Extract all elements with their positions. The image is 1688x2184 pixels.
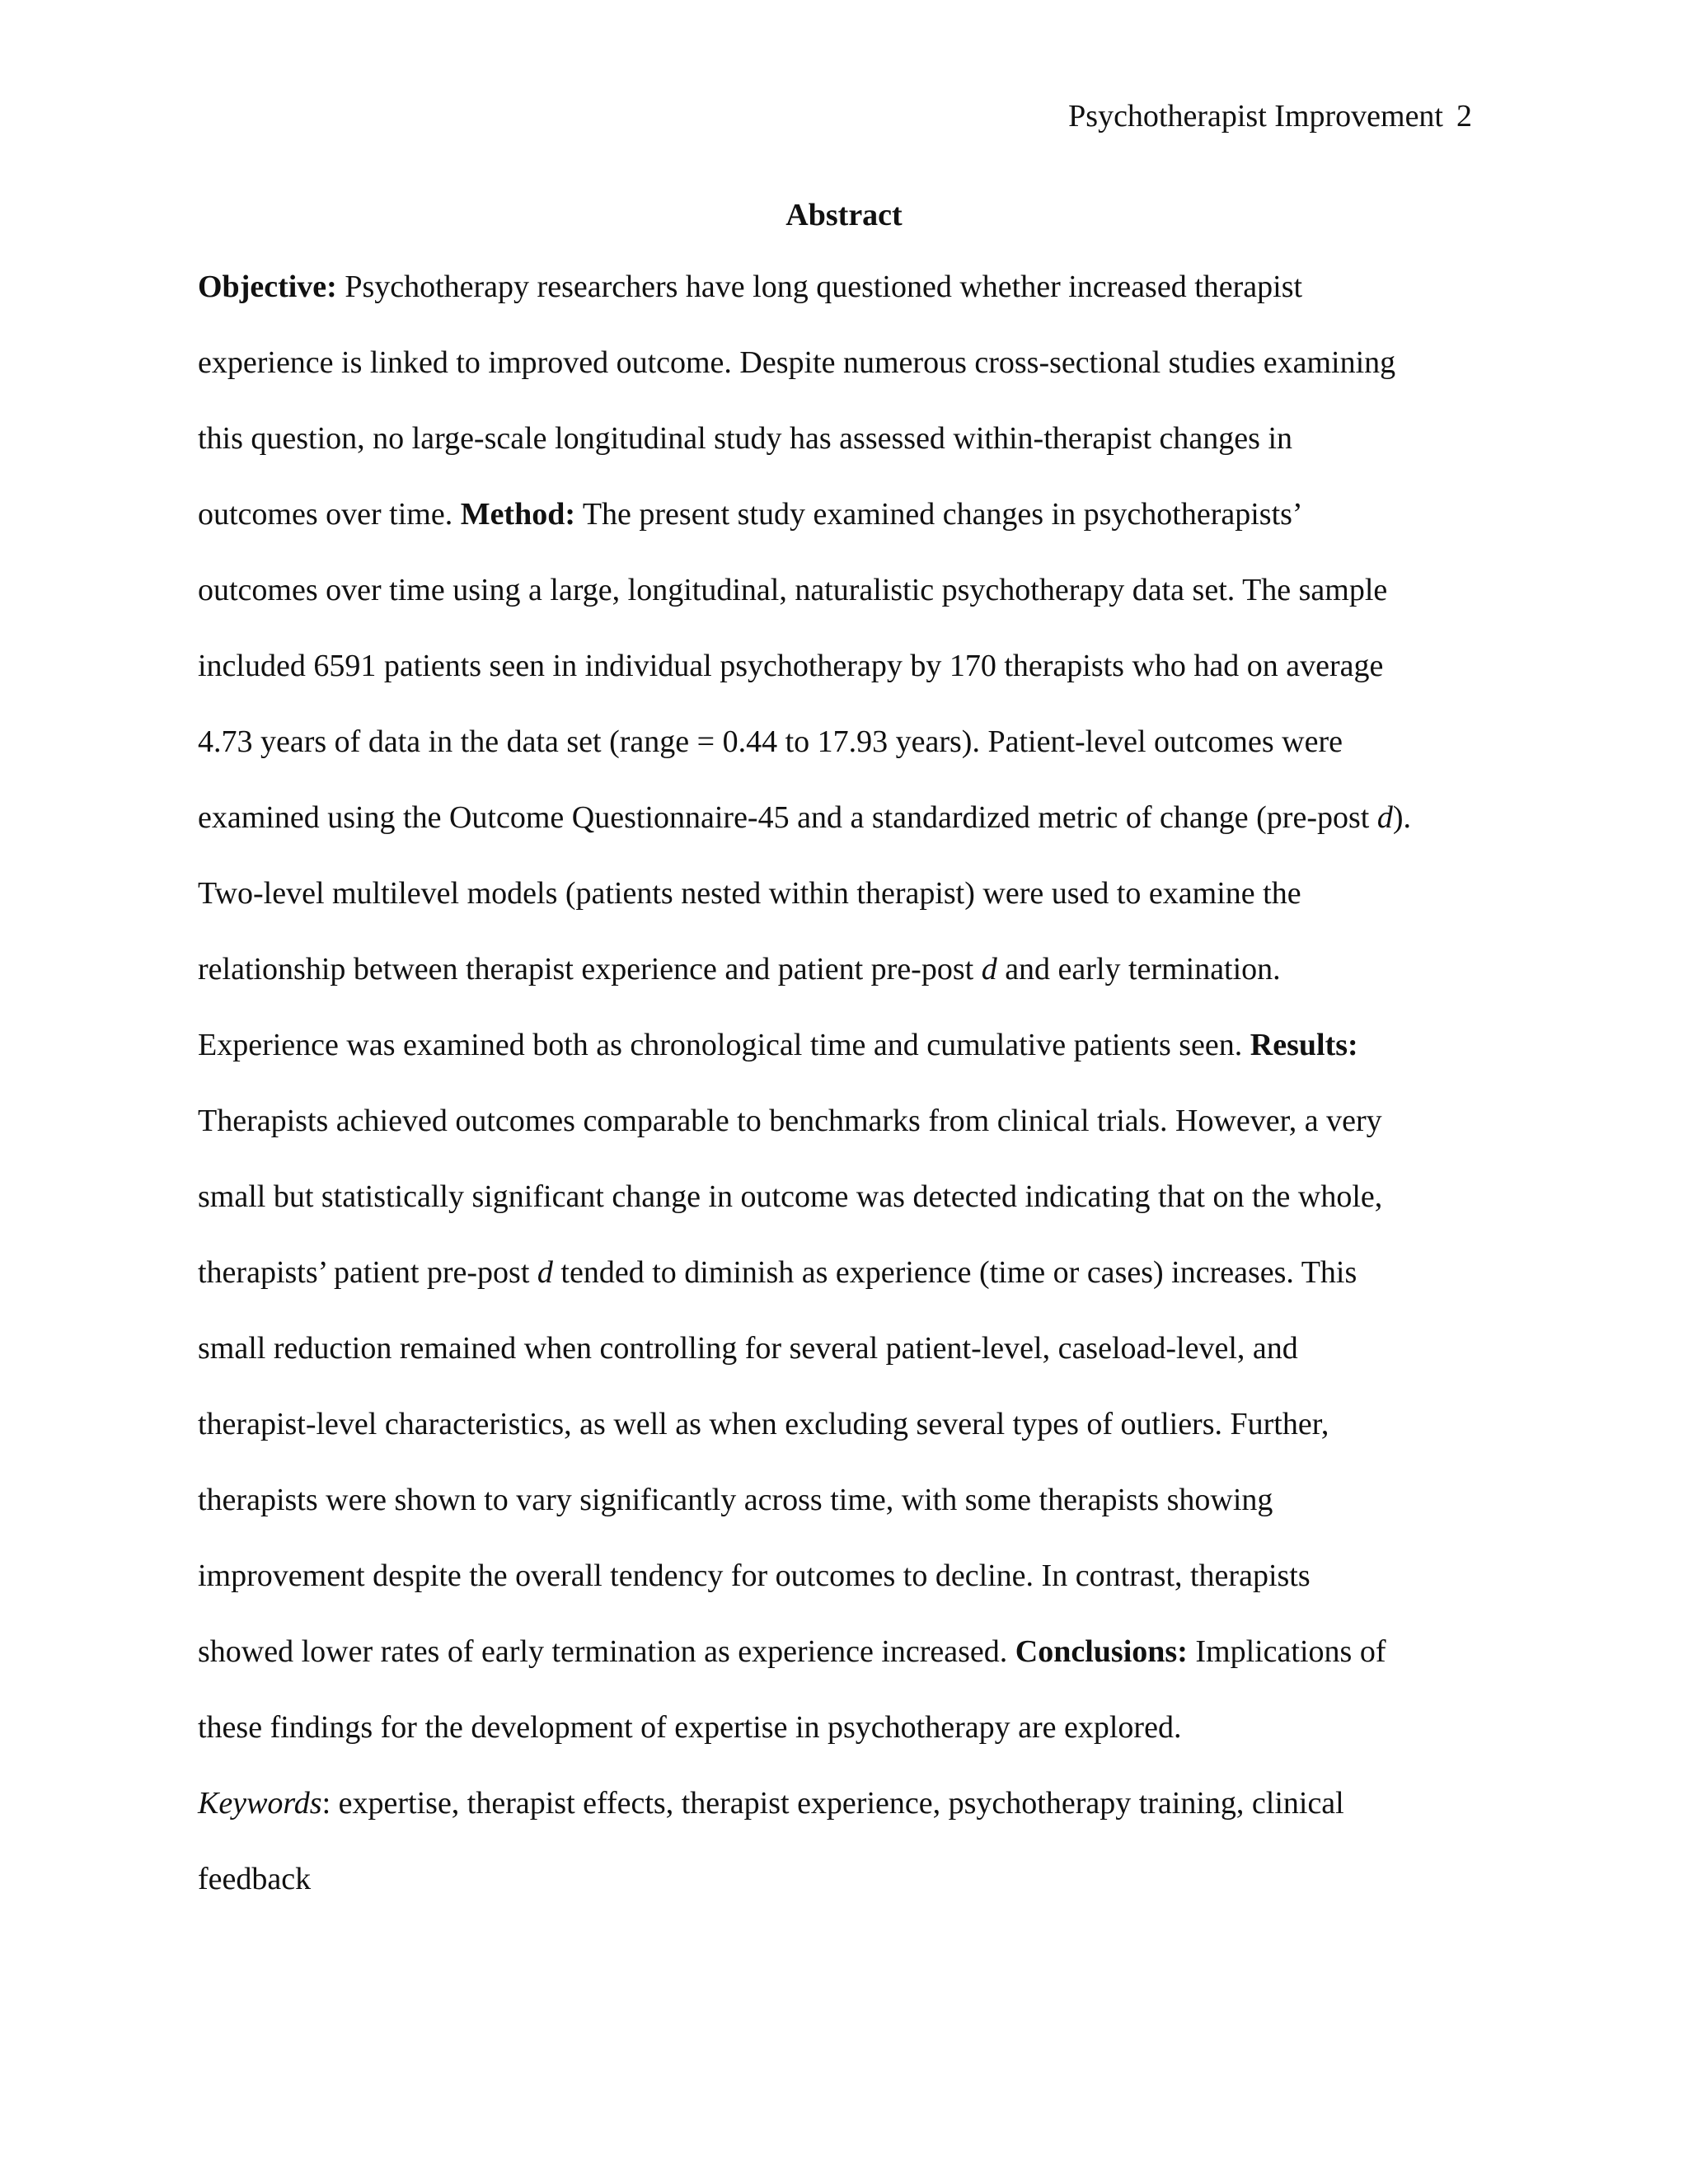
abstract-heading: Abstract xyxy=(785,198,903,232)
body-text: 4.73 years of data in the data set (range = 0.44 to 17.93 years). Patient-level outcomes were xyxy=(198,724,1343,759)
abstract-line xyxy=(198,495,1492,571)
italic-text: d xyxy=(1376,800,1393,835)
abstract-line xyxy=(198,723,1492,799)
running-head xyxy=(1068,97,1472,135)
section-label: Objective: xyxy=(198,269,337,304)
abstract-line xyxy=(198,647,1492,723)
body-text: and early termination. xyxy=(996,952,1281,987)
italic-text: d xyxy=(981,952,997,987)
body-text: this question, no large-scale longitudinal study has assessed within-therapist changes in xyxy=(198,421,1292,456)
section-label: Conclusions: xyxy=(1015,1634,1188,1669)
body-text: therapist-level characteristics, as well as when excluding several types of outliers. Further, xyxy=(198,1407,1329,1441)
body-text: examined using the Outcome Questionnaire-45 and a standardized metric of change (pre-post xyxy=(198,800,1377,835)
abstract-body xyxy=(198,268,1492,1936)
body-text: Therapists achieved outcomes comparable to benchmarks from clinical trials. However, a very xyxy=(198,1104,1382,1138)
abstract-line xyxy=(198,874,1492,950)
body-text: Two-level multilevel models (patients nested within therapist) were used to examine the xyxy=(198,876,1301,911)
abstract-line xyxy=(198,419,1492,495)
abstract-line xyxy=(198,950,1492,1026)
abstract-line xyxy=(198,1481,1492,1557)
abstract-line xyxy=(198,1329,1492,1405)
body-text: The present study examined changes in psychotherapists’ xyxy=(575,497,1303,532)
italic-text: Keywords xyxy=(198,1786,322,1821)
italic-text: d xyxy=(537,1255,553,1290)
abstract-line xyxy=(198,344,1492,419)
abstract-line xyxy=(198,1178,1492,1254)
abstract-line xyxy=(198,1557,1492,1633)
running-title: Psychotherapist Improvement xyxy=(1068,99,1443,134)
body-text: : expertise, therapist effects, therapist experience, psychotherapy training, clinical xyxy=(321,1786,1344,1821)
body-text: these findings for the development of expertise in psychotherapy are explored. xyxy=(198,1710,1182,1745)
body-text: therapists were shown to vary significantly across time, with some therapists showing xyxy=(198,1483,1273,1517)
section-label: Results: xyxy=(1250,1028,1358,1062)
body-text: showed lower rates of early termination as experience increased. xyxy=(198,1634,1015,1669)
body-text: small but statistically significant change in outcome was detected indicating that on the whole, xyxy=(198,1179,1383,1214)
abstract-line xyxy=(198,1405,1492,1481)
abstract-line xyxy=(198,1633,1492,1708)
abstract-line xyxy=(198,571,1492,647)
abstract-line xyxy=(198,1026,1492,1102)
abstract-line xyxy=(198,1254,1492,1329)
body-text: improvement despite the overall tendency for outcomes to decline. In contrast, therapists xyxy=(198,1558,1311,1593)
abstract-line xyxy=(198,1860,1492,1936)
body-text: outcomes over time using a large, longitudinal, naturalistic psychotherapy data set. The sample xyxy=(198,573,1388,607)
body-text: included 6591 patients seen in individual psychotherapy by 170 therapists who had on average xyxy=(198,649,1384,683)
body-text: Experience was examined both as chronological time and cumulative patients seen. xyxy=(198,1028,1250,1062)
body-text: Implications of xyxy=(1187,1634,1386,1669)
body-text: feedback xyxy=(198,1862,312,1896)
body-text: Psychotherapy researchers have long questioned whether increased therapist xyxy=(336,269,1303,304)
body-text: relationship between therapist experience and patient pre-post xyxy=(198,952,982,987)
abstract-line xyxy=(198,1784,1492,1860)
body-text: tended to diminish as experience (time or cases) increases. This xyxy=(552,1255,1357,1290)
page-number: 2 xyxy=(1456,99,1472,134)
body-text: ). xyxy=(1392,800,1411,835)
body-text: therapists’ patient pre-post xyxy=(198,1255,537,1290)
body-text: small reduction remained when controlling for several patient-level, caseload-level, and xyxy=(198,1331,1298,1366)
abstract-line xyxy=(198,268,1492,344)
abstract-line xyxy=(198,1102,1492,1178)
abstract-line xyxy=(198,799,1492,874)
body-text: experience is linked to improved outcome. Despite numerous cross-sectional studies examining xyxy=(198,345,1396,380)
body-text: outcomes over time. xyxy=(198,497,461,532)
abstract-line xyxy=(198,1708,1492,1784)
section-label: Method: xyxy=(460,497,576,532)
